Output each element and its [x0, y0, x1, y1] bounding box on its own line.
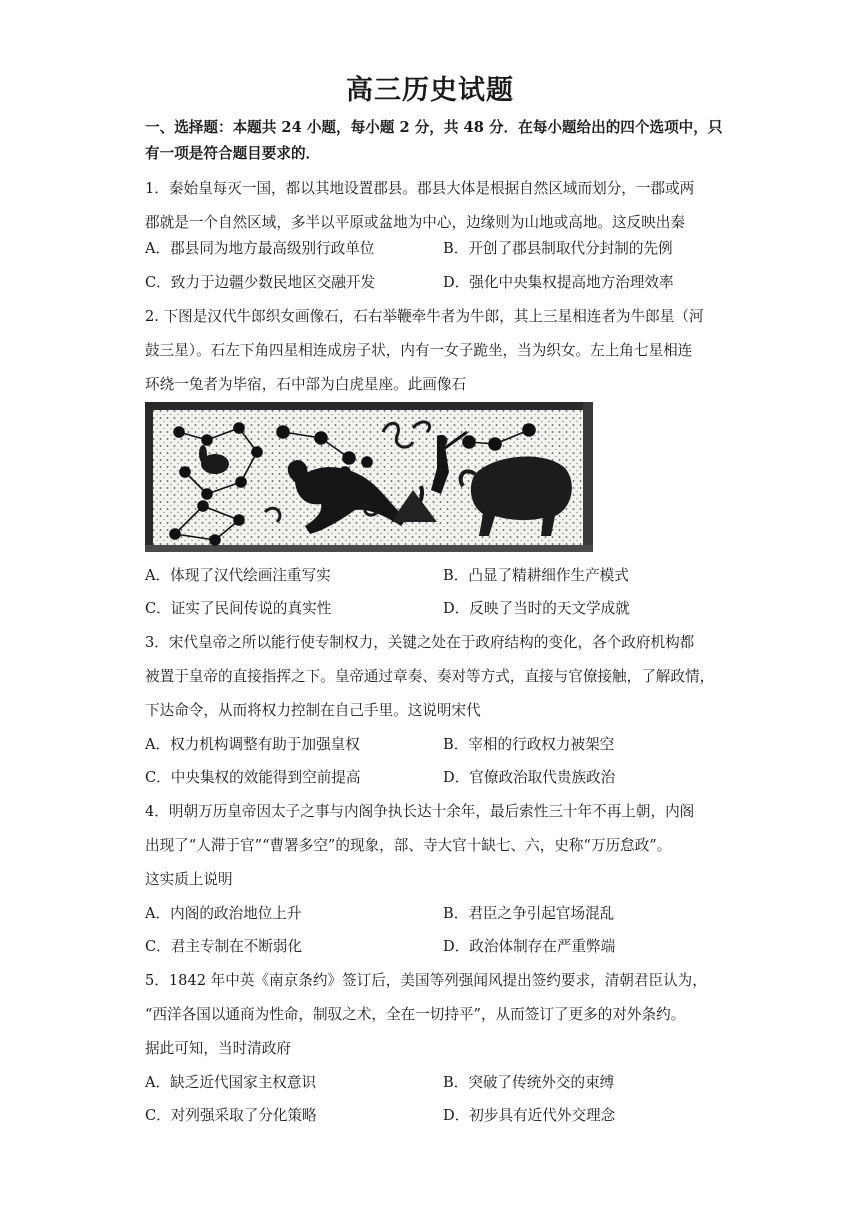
section-heading-line-2: 有一项是符合题目要求的．: [145, 145, 321, 162]
question-2-option-d: D．反映了当时的天文学成就: [443, 600, 630, 617]
section-heading-line-1: 一、选择题：本题共 24 小题，每小题 2 分，共 48 分．在每小题给出的四个选项中，只: [145, 119, 723, 136]
question-4-line-1: 4．明朝万历皇帝因太子之事与内阁争执长达十余年，最后索性三十年不再上朝，内阁: [145, 803, 695, 820]
question-3-line-3: 下达命令，从而将权力控制在自己手里。这说明宋代: [145, 702, 481, 719]
question-1-option-b: B．开创了郡县制取代分封制的先例: [443, 240, 673, 257]
question-4-option-b: B．君臣之争引起官场混乱: [443, 905, 615, 922]
question-2-option-c: C．证实了民间传说的真实性: [145, 600, 332, 617]
question-5-option-d: D．初步具有近代外交理念: [443, 1107, 616, 1124]
question-5-option-a: A．缺乏近代国家主权意识: [145, 1074, 317, 1091]
question-1-line-2: 郡就是一个自然区域，多半以平原或盆地为中心，边缘则为山地或高地。这反映出秦: [145, 214, 685, 231]
page-title: 高三历史试题: [346, 75, 514, 106]
question-2-option-a: A．体现了汉代绘画注重写实: [145, 567, 331, 584]
question-3-option-b: B．宰相的行政权力被架空: [443, 736, 615, 753]
stone-relief-drawing: [145, 402, 593, 552]
question-3-option-a: A．权力机构调整有助于加强皇权: [145, 736, 360, 753]
question-1-option-a: A．郡县同为地方最高级别行政单位: [145, 240, 375, 257]
question-1-line-1: 1．秦始皇每灭一国，都以其地设置郡县。郡县大体是根据自然区域而划分，一郡或两: [145, 180, 695, 197]
question-4-line-3: 这实质上说明: [145, 871, 233, 888]
question-5-line-1: 5．1842 年中英《南京条约》签订后，美国等列强闻风提出签约要求，清朝君臣认为，: [145, 972, 707, 989]
question-2-line-3: 环绕一兔者为毕宿，石中部为白虎星座。此画像石: [145, 376, 467, 393]
han-stone-relief-image: [145, 402, 593, 552]
question-3-option-d: D．官僚政治取代贵族政治: [443, 769, 616, 786]
question-1-option-c: C．致力于边疆少数民地区交融开发: [145, 274, 376, 291]
question-3-line-2: 被置于皇帝的直接指挥之下。皇帝通过章奏、奏对等方式，直接与官僚接触，了解政情，: [145, 668, 715, 685]
question-5-line-3: 据此可知，当时清政府: [145, 1040, 291, 1057]
question-4-option-a: A．内阁的政治地位上升: [145, 905, 302, 922]
question-2-option-b: B．凸显了精耕细作生产模式: [443, 567, 629, 584]
question-1-option-d: D．强化中央集权提高地方治理效率: [443, 274, 674, 291]
question-3-option-c: C．中央集权的效能得到空前提高: [145, 769, 361, 786]
question-5-option-b: B．突破了传统外交的束缚: [443, 1074, 615, 1091]
question-3-line-1: 3．宋代皇帝之所以能行使专制权力，关键之处在于政府结构的变化，各个政府机构都: [145, 634, 695, 651]
question-4-option-d: D．政治体制存在严重弊端: [443, 938, 616, 955]
question-5-option-c: C．对列强采取了分化策略: [145, 1107, 317, 1124]
question-5-line-2: “西洋各国以通商为性命，制驭之术，全在一切持平”，从而签订了更多的对外条约。: [145, 1006, 686, 1023]
question-2-line-2: 鼓三星）。石左下角四星相连成房子状，内有一女子跪坐，当为织女。左上角七星相连: [145, 342, 693, 359]
question-2-line-1: 2. 下图是汉代牛郎织女画像石，石右举鞭牵牛者为牛郎，其上三星相连者为牛郎星（河: [145, 308, 704, 325]
question-4-option-c: C．君主专制在不断弱化: [145, 938, 303, 955]
question-4-line-2: 出现了“人滞于官”“曹署多空”的现象，部、寺大官十缺七、六，史称“万历怠政”。: [145, 837, 672, 854]
